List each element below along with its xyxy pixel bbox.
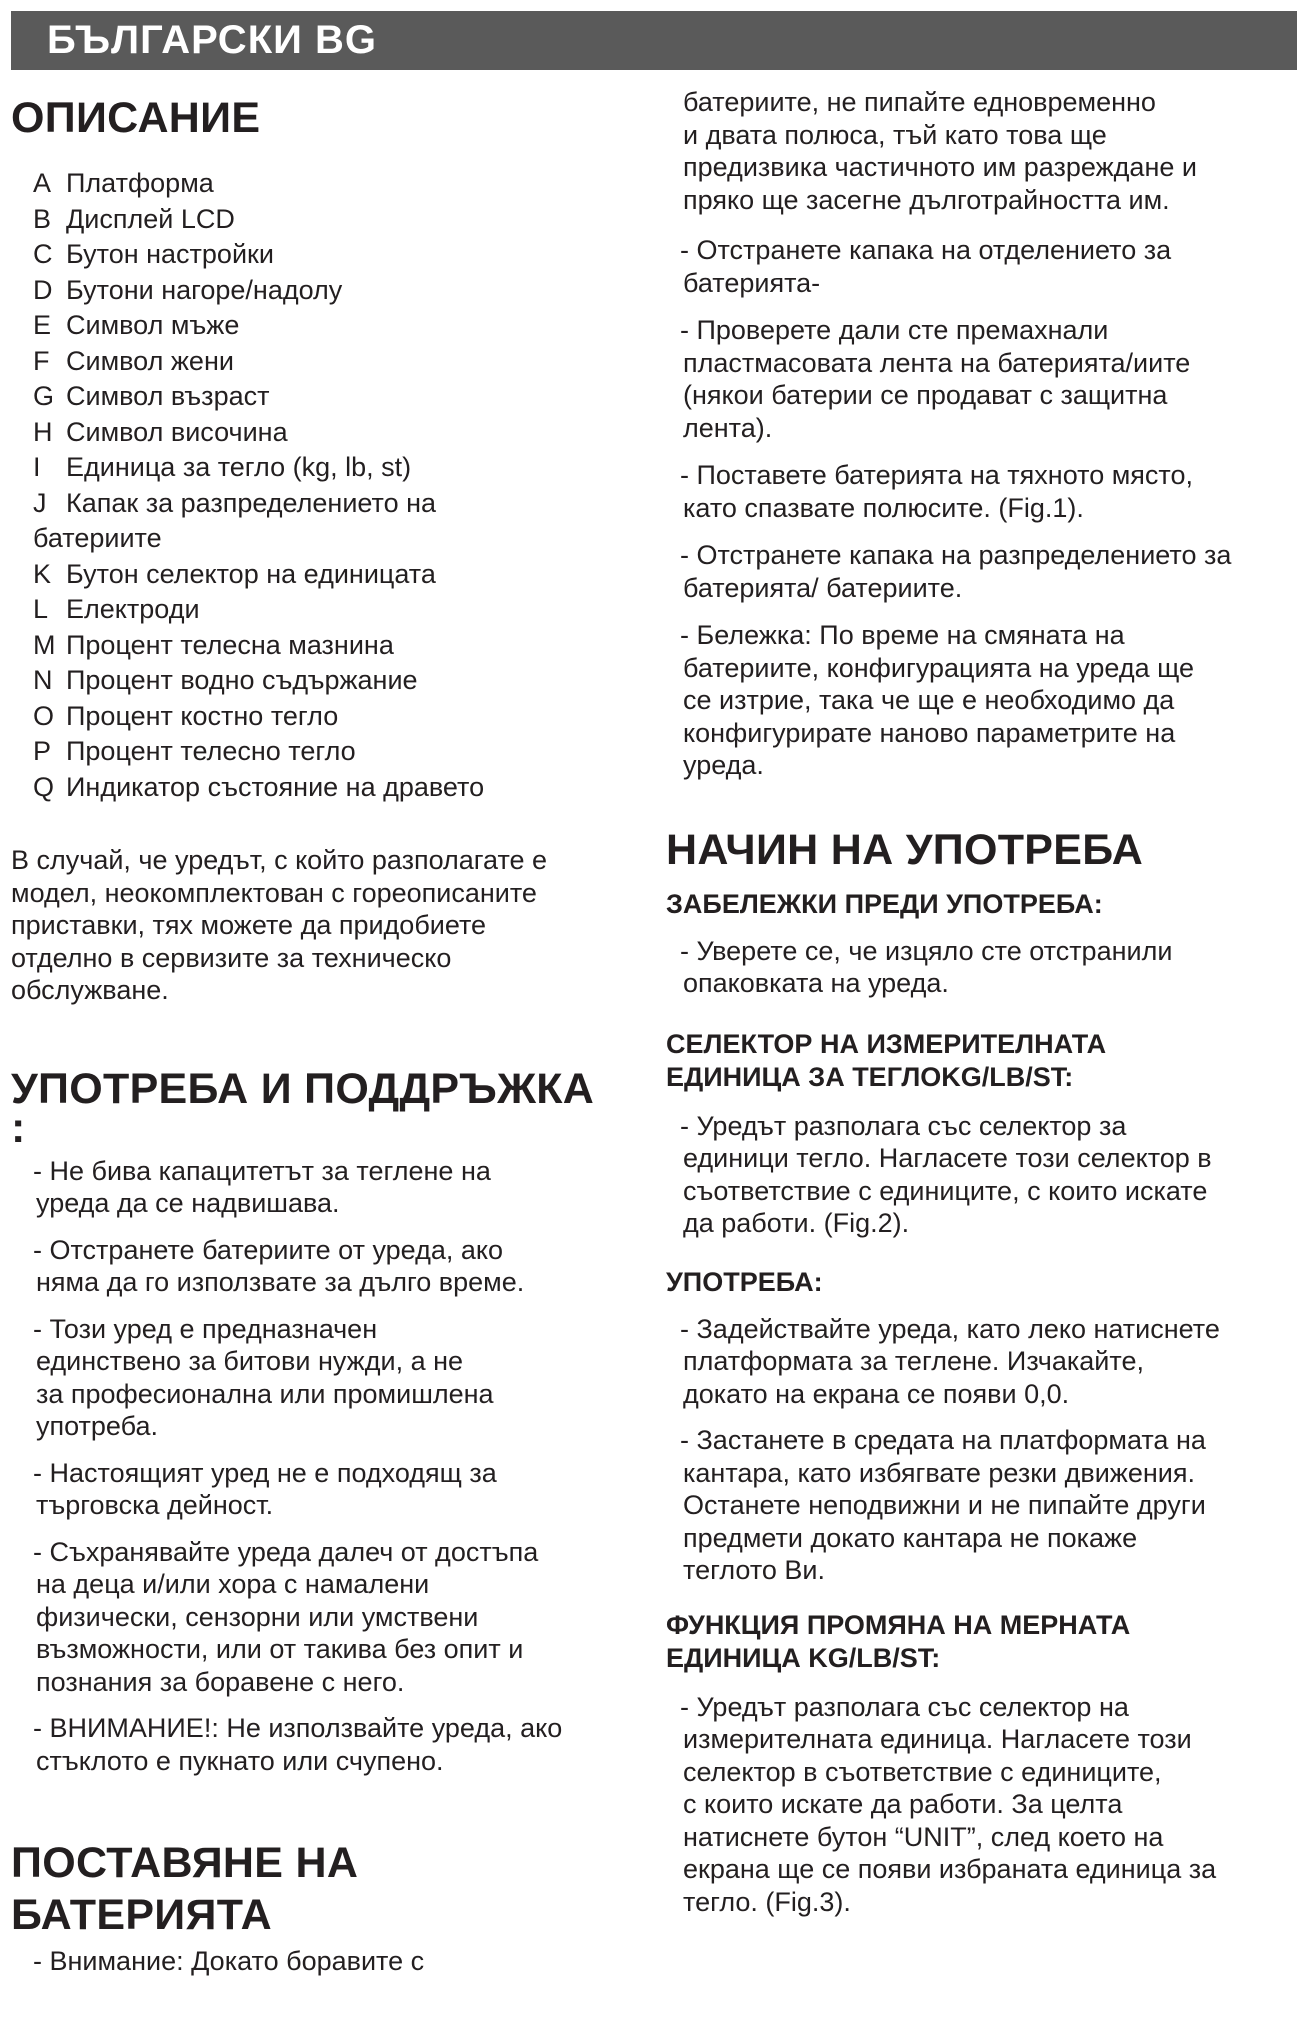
notes-heading: ЗАБЕЛЕЖКИ ПРЕДИ УПОТРЕБА: xyxy=(666,888,1103,919)
parts-list-item xyxy=(33,308,636,344)
text-line: на деца и/или хора с намалени xyxy=(36,1569,430,1599)
part-letter: E xyxy=(33,310,52,340)
battery-title-line: БАТЕРИЯТА xyxy=(11,1891,272,1939)
notes-bullet xyxy=(666,935,1296,1000)
howto-heading: НАЧИН НА УПОТРЕБА xyxy=(666,825,1144,874)
text-line: единици тегло. Нагласете този селектор в xyxy=(683,1143,1212,1173)
part-label: Дисплей LCD xyxy=(66,203,235,234)
parts-list-item xyxy=(33,628,636,664)
selector-heading xyxy=(666,1028,1296,1094)
parts-list-item xyxy=(33,770,636,806)
use-title-line: : xyxy=(11,1103,26,1152)
part-letter: J xyxy=(33,487,47,518)
bullet-item xyxy=(666,1313,1296,1411)
selector-title-line: ЕДИНИЦА ЗА ТЕГЛОKG/LB/ST: xyxy=(666,1061,1074,1092)
part-label: Индикатор състояние на дравето xyxy=(66,771,485,802)
unit-bullet xyxy=(666,1691,1296,1919)
text-line: няма да го използвате за дълго време. xyxy=(36,1267,525,1297)
text-line: - Не бива капацитетът за теглене на xyxy=(33,1155,491,1186)
battery-continued xyxy=(666,86,1296,216)
note-line: отделно в сервизите за техническо xyxy=(11,942,452,973)
battery-warning: - Внимание: Докато боравите с xyxy=(33,1946,425,1976)
part-letter: N xyxy=(33,665,53,695)
part-label: Символ височина xyxy=(66,416,288,447)
text-line: натиснете бутон “UNIT”, след което на xyxy=(683,1821,1164,1852)
text-line: батерията/ батериите. xyxy=(683,572,963,603)
text-line: (някои батерии се продават с защитна xyxy=(683,380,1168,410)
description-heading: ОПИСАНИЕ xyxy=(11,94,261,142)
bullet-item xyxy=(666,314,1296,444)
text-line: да работи. (Fig.2). xyxy=(683,1208,910,1238)
part-label: Електроди xyxy=(66,594,200,624)
part-label: Капак за разпределението на xyxy=(66,487,437,518)
text-line: пряко ще засегне дълготрайността им. xyxy=(683,184,1170,215)
part-letter: O xyxy=(33,700,55,731)
selector-bullet xyxy=(666,1110,1296,1240)
usage-bullets xyxy=(666,1313,1296,1587)
part-letter: B xyxy=(33,203,52,234)
part-label: Бутони нагоре/надолу xyxy=(66,274,343,305)
note-line: модел, неокомплектован с гореописаните xyxy=(11,877,537,908)
parts-list-item xyxy=(33,699,636,735)
text-line: - Проверете дали сте премахнали xyxy=(680,315,1109,345)
part-letter: P xyxy=(33,736,52,766)
parts-list-item xyxy=(33,592,636,628)
parts-list-item xyxy=(33,273,636,309)
text-line: - Задействайте уреда, като леко натиснете xyxy=(680,1313,1220,1344)
text-line: предизвика частичното им разреждане и xyxy=(683,152,1197,182)
unit-title-line: ФУНКЦИЯ ПРОМЯНА НА МЕРНАТА xyxy=(666,1609,1131,1640)
unit-title-line: ЕДИНИЦА KG/LB/ST: xyxy=(666,1642,941,1673)
text-line: - ВНИМАНИЕ!: Не използвайте уреда, ако xyxy=(33,1713,563,1743)
parts-list-item xyxy=(33,734,636,770)
text-line: - Поставете батерията на тяхното място, xyxy=(680,460,1193,490)
text-line: пластмасовата лента на батерията/иите xyxy=(683,347,1191,378)
text-line: - Съхранявайте уреда далеч от достъпа xyxy=(33,1536,539,1567)
text-line: предмети докато кантара не покаже xyxy=(683,1522,1138,1553)
text-line: кантара, като избягвате резки движения. xyxy=(683,1457,1195,1488)
part-letter: G xyxy=(33,381,55,411)
text-line: опаковката на уреда. xyxy=(683,968,949,998)
part-label: Платформа xyxy=(66,168,214,198)
note-line: обслужване. xyxy=(11,975,169,1005)
text-line: - Застанете в средата на платформата на xyxy=(680,1425,1206,1455)
part-letter: I xyxy=(33,452,41,482)
part-label: Бутон селектор на единицата xyxy=(66,558,436,589)
text-line: батериите, конфигурацията на уреда ще xyxy=(683,652,1195,683)
part-label: Единица за тегло (kg, lb, st) xyxy=(66,452,412,482)
part-label: Процент водно съдържание xyxy=(66,665,418,695)
language-header xyxy=(11,11,1297,70)
bullet-item xyxy=(11,1313,636,1443)
usage-heading: УПОТРЕБА: xyxy=(666,1266,823,1297)
bullet-item xyxy=(666,234,1296,299)
parts-list-item xyxy=(33,557,636,593)
text-line: - Този уред е предназначен xyxy=(33,1313,378,1344)
text-line: като спазвате полюсите. (Fig.1). xyxy=(683,492,1084,523)
bullet-item xyxy=(11,1457,636,1522)
text-line: възможности, или от такива без опит и xyxy=(36,1634,524,1664)
text-line: и двата полюса, тъй като това ще xyxy=(683,119,1107,150)
parts-list xyxy=(11,166,636,805)
text-line: - Уредът разполага със селектор на xyxy=(680,1691,1129,1722)
text-line: търговска дейност. xyxy=(36,1490,274,1520)
text-line: - Настоящият уред не е подходящ за xyxy=(33,1457,497,1488)
use-bullets xyxy=(11,1155,636,1778)
part-label: Процент телесна мазнина xyxy=(66,629,394,660)
part-letter: H xyxy=(33,416,53,447)
battery-bullets xyxy=(666,234,1296,782)
parts-list-item xyxy=(33,379,636,415)
text-line: - Отстранете батериите от уреда, ако xyxy=(33,1234,504,1265)
battery-title-line: ПОСТАВЯНЕ НА xyxy=(11,1839,359,1887)
text-line: Останете неподвижни и не пипайте други xyxy=(683,1490,1206,1520)
use-maintenance-heading xyxy=(11,1063,636,1152)
text-line: докато на екрана се появи 0,0. xyxy=(683,1378,1070,1409)
parts-list-item xyxy=(33,521,636,557)
text-line: лента). xyxy=(683,412,773,443)
right-column xyxy=(666,88,1296,1918)
text-line: - Отстранете капака на отделението за xyxy=(680,235,1172,265)
part-letter: D xyxy=(33,274,53,305)
part-label: Символ жени xyxy=(66,345,234,376)
parts-list-item xyxy=(33,344,636,380)
text-line: батериите, не пипайте едновременно xyxy=(683,87,1156,117)
note-line: В случай, че уредът, с който разполагате е xyxy=(11,845,548,875)
text-line: теглото Ви. xyxy=(683,1555,825,1585)
bullet-item xyxy=(11,1234,636,1299)
text-line: стъклото е пукнато или счупено. xyxy=(36,1745,444,1776)
parts-list-item xyxy=(33,166,636,202)
part-label: Процент телесно тегло xyxy=(66,736,356,766)
text-line: батерията- xyxy=(683,267,821,298)
text-line: уреда да се надвишава. xyxy=(36,1188,340,1218)
text-line: - Уверете се, че изцяло сте отстранили xyxy=(680,935,1173,966)
parts-list-item xyxy=(33,202,636,238)
unit-heading xyxy=(666,1609,1296,1675)
use-title-line: УПОТРЕБА И ПОДДРЪЖКА xyxy=(11,1064,595,1113)
note-line: приставки, тях можете да придобиете xyxy=(11,910,487,940)
part-letter: A xyxy=(33,168,52,198)
parts-list-item xyxy=(33,486,636,522)
text-line: платформата за теглене. Изчакайте, xyxy=(683,1346,1144,1376)
part-label: Процент костно тегло xyxy=(66,700,339,731)
bullet-item xyxy=(11,1712,636,1777)
part-letter: L xyxy=(33,594,49,624)
battery-heading xyxy=(11,1837,636,1941)
bullet-item xyxy=(666,619,1296,782)
text-line: измерителната единица. Нагласете този xyxy=(683,1724,1192,1754)
text-line: единствено за битови нужди, а не xyxy=(36,1346,464,1376)
text-line: - Отстранете капака на разпределението за xyxy=(680,540,1232,570)
text-line: се изтрие, така че ще е необходимо да xyxy=(683,685,1175,715)
text-line: с които искате да работи. За целта xyxy=(683,1789,1123,1819)
text-line: уреда. xyxy=(683,750,764,780)
part-label: Символ мъже xyxy=(66,310,240,340)
selector-title-line: СЕЛЕКТОР НА ИЗМЕРИТЕЛНАТА xyxy=(666,1028,1107,1059)
bullet-item xyxy=(666,539,1296,604)
text-line: тегло. (Fig.3). xyxy=(683,1886,851,1917)
text-line: конфигурирате наново параметрите на xyxy=(683,717,1176,748)
text-line: селектор в съответствие с единиците, xyxy=(683,1756,1162,1787)
text-line: - Уредът разполага със селектор за xyxy=(680,1110,1127,1141)
bullet-item xyxy=(666,1424,1296,1587)
part-letter: F xyxy=(33,345,50,376)
part-label: Символ възраст xyxy=(66,381,270,411)
part-letter: K xyxy=(33,558,52,589)
text-line: физически, сензорни или умствени xyxy=(36,1601,479,1632)
part-label: батериите xyxy=(33,523,162,553)
bullet-item xyxy=(666,459,1296,524)
part-letter: M xyxy=(33,629,56,660)
text-line: съответствие с единиците, с които искате xyxy=(683,1175,1208,1206)
part-label: Бутон настройки xyxy=(66,239,274,269)
text-line: познания за боравене с него. xyxy=(36,1666,405,1697)
parts-list-item xyxy=(33,415,636,451)
parts-list-item xyxy=(33,450,636,486)
language-title: БЪЛГАРСКИ BG xyxy=(47,18,377,62)
parts-list-item xyxy=(33,237,636,273)
bullet-item xyxy=(11,1155,636,1220)
part-letter: Q xyxy=(33,771,55,802)
text-line: екрана ще се появи избраната единица за xyxy=(683,1854,1217,1884)
parts-list-item xyxy=(33,663,636,699)
part-letter: C xyxy=(33,239,53,269)
bullet-item xyxy=(11,1536,636,1699)
text-line: употреба. xyxy=(36,1411,159,1441)
text-line: за професионална или промишлена xyxy=(36,1378,494,1409)
text-line: - Бележка: По време на смяната на xyxy=(680,620,1125,650)
accessories-note xyxy=(11,844,636,1007)
left-column xyxy=(11,88,636,1978)
